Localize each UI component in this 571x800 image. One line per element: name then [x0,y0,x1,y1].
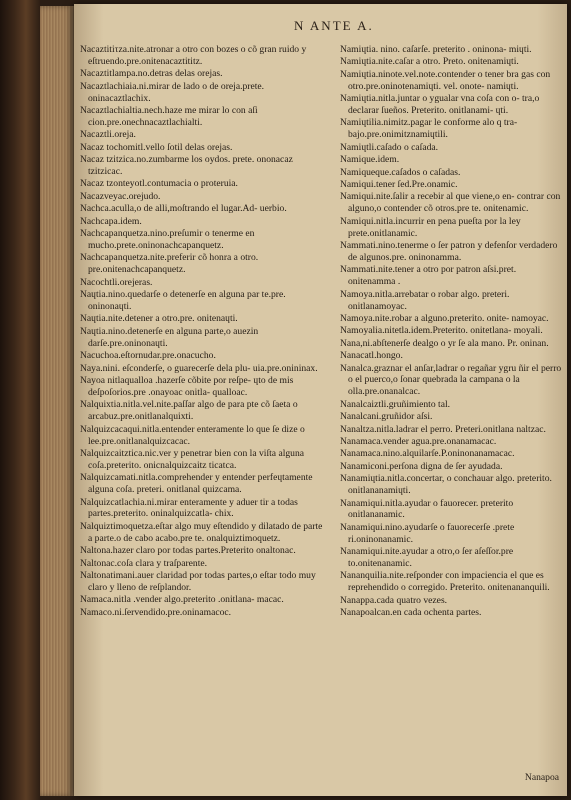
dictionary-entry: Naɥtia.nino.detenerſe en alguna parte,o auezin darſe.pre.oninonaɥti. [80,325,259,349]
dictionary-entry: Namiɥtia.nitla.juntar o ygualar vna coſa con o- tra,o declarar ſueños. Preterito. onitlanami- ɥti. [340,93,540,117]
dictionary-entry: Nacaztlachiaia.ni.mirar de lado o de oreja.prete. oninacaztlachix. [80,80,265,104]
dictionary-entry: Nammati.nino.tenerme o ſer patron y defenſor verdadero de algunos.pre. oninonamma. [340,240,558,263]
dictionary-entry: Namaco.ni.ſervendido.pre.oninamacoc. [80,606,232,618]
dictionary-entry: Nana,ni.abſtenerſe dealgo o yr ſe ala mano. Pr. oninan. [340,337,549,349]
dictionary-entry: Nalquizcacaqui.nitla.entender enteramente lo que ſe dize o lee.pre.onitlanalquizcacac. [80,423,305,447]
dictionary-entry: Nacuchoa.eſtornudar.pre.onacucho. [80,350,216,362]
dictionary-entry: Namiɥtilia.nimitz.pagar le conforme alo q tra- bajo.pre.onimitznamiɥtili. [340,117,518,141]
dictionary-entry: Nachca.aculla,o de alli,moſtrando el lugar.Ad- uerbio. [80,203,287,215]
dictionary-entry: Nalquizcatlachia.ni.mirar enteramente y aduer tir a todas partes.preterito. oninalquizcatla- chix. [80,496,298,520]
dictionary-entry: Nananquilia.nite.reſponder con impaciencia el que es reprehendido o corregido. Preterito. onitenananquili. [340,570,550,594]
dictionary-entry: Nacochtli.orejeras. [80,276,153,288]
dictionary-entry: Nammati.nite.tener a otro por patron aſsi.pret. onitenamma . [340,264,517,288]
dictionary-entry: Namiɥtli.caſado o caſada. [340,141,439,153]
dictionary-entry: Nacaztitlampa.no.detras delas orejas. [80,68,223,80]
dictionary-entry: Nanamaca.vender agua.pre.onanamacac. [340,436,497,447]
running-head: N ANTE A. [294,18,374,33]
dictionary-entry: Nacaztli.oreja. [80,129,136,141]
dictionary-entry: Nanamiqui.nitla.ayudar o fauorecer. preterito onitlananamic. [340,497,514,521]
dictionary-entry: Nalquiztimoquetza.eſtar algo muy eſtendido y dilatado de parte a parte.o de cabo acabo.pre te. onalquiztimoquetz. [80,520,323,544]
dictionary-entry: Nanamiqui.nite.ayudar a otro,o ſer aſeſſor.pre to.onitenanamic. [340,546,514,570]
dictionary-entry: Namiɥtia.nite.caſar a otro. Preto. onitenamiɥti. [340,56,519,68]
dictionary-entry: Namiqui.tener ſed.Pre.onamic. [340,178,458,190]
dictionary-entry: Naltonatimani.auer claridad por todas partes,o eſtar todo muy claro y lleno de reſplandor. [80,569,316,593]
dictionary-entry: Nanalcaiztli.gruñimiento tal. [340,398,451,410]
dictionary-entry: Namiqui.nite.ſalir a recebir al que viene,o en- contrar con alguno,o contender cõ otros.pre te. onitenamic. [340,191,561,215]
dictionary-entry: Namiqui.nitla.incurrir en pena pueſta por la ley prete.onitlanamic. [340,215,521,239]
dictionary-entry: Nanamaca.nino.alquilarſe.P.oninonanamacac. [340,448,515,460]
dictionary-entry: Nacazveyac.orejudo. [80,190,161,202]
dictionary-entry: Nacaztitiτza.nite.atronar a otro con bozes o cõ gran ruido y eſtruendo.pre.onitenacaztititz. [80,44,307,67]
dictionary-entry: Nanamiqui.nino.ayudarſe o fauorecerſe .prete ri.oninonanamic. [340,521,515,545]
dictionary-entry: Naltona.hazer claro por todas partes.Preterito onaltonac. [80,545,296,557]
dictionary-entry: Naltonac.coſa clara y traſparente. [80,557,208,569]
dictionary-page [74,4,567,796]
dictionary-entry: Nalquizcaitztica.nic.ver y penetrar bien con la viſta alguna coſa.preterito. onicnalquizcaitz ticatca. [80,447,305,471]
dictionary-entry: Nanacatl.hongo. [340,350,403,362]
dictionary-entry: Nachcapanquetza.nino.preſumir o tenerme en mucho.prete.oninonachcapanquetz. [80,228,255,251]
book-binding [0,0,40,800]
page-edges [40,6,74,796]
dictionary-entry: Naya.nini. eſconderſe, o guarecerſe dela plu- uia.pre.onininax. [80,362,318,374]
catchword: Nanapoa [524,772,559,783]
dictionary-entry: Nanaltza.nitla.ladrar el perro. Preteri.onitlana naltzac. [340,423,546,435]
dictionary-entry: Nanalcani.gruñidor aſsi. [340,411,433,423]
right-column [340,44,562,620]
dictionary-entry: Namaca.nitla .vender algo.preterito .onitlana- macac. [80,594,284,606]
dictionary-entry: Nalquizcamati.nitla.comprehender y entender perfeɥtamente alguna coſa. preteri. onitlanal quizcama. [80,472,313,496]
left-column [80,44,328,619]
dictionary-entry: Namoya.nite.robar a alguno.preterito. onite- namoyac. [340,312,549,324]
dictionary-entry: Nayoa nitlaqualloa .hazerſe cõbite por reſpe- ɥto de mis deſpoſorios.pre .onayoac onitla- qualloac. [80,374,294,398]
dictionary-entry: Namiɥtia.ninote.vel.note.contender o tener bra gas con otro.pre.oninotenamiɥti. vel. onote- namiɥti. [340,68,551,92]
dictionary-entry: Nacaz tzonteyotl.contumacia o proteruia. [80,178,238,190]
dictionary-entry: Nanamiconi.perſona digna de ſer ayudada. [340,460,503,472]
dictionary-entry: Nanamiɥtia.nitla.concertar, o conchauar algo. preterito. onitlananamiɥti. [340,473,552,497]
dictionary-entry: Namoyalia.nitetla.idem.Preterito. onitetlana- moyali. [340,325,543,337]
dictionary-entry: Namique.idem. [340,154,400,166]
dictionary-entry: Nanalca.graznar el anſar,ladrar o regañar ygru ñir el perro o el puerco,o ſonar quebrada la campana o la olla.pre.onanalcac. [340,362,562,398]
dictionary-entry: Nachcapa.idem. [80,215,142,227]
dictionary-entry: Namiqueque.caſados o caſadas. [340,166,461,178]
dictionary-entry: Nanappa.cada quatro vezes. [340,594,448,606]
dictionary-entry: Nalquixtia.nitla.vel.nite.paſſar algo de para pte cõ ſaeta o arcabuz.pre.onitlanalquixti. [80,399,298,423]
dictionary-entry: Naɥtia.nino.quedarſe o detenerſe en alguna par te.pre. oninonaɥti. [80,289,286,313]
dictionary-entry: Namiɥtia. nino. caſarſe. preterito . oninona- miɥti. [340,44,532,55]
dictionary-entry: Naɥtia.nite.detener a otro.pre. onitenaɥti. [80,313,238,325]
dictionary-entry: Nacaz tzitzica.no.zumbarme los oydos. prete. ononacaz tzitzicac. [80,154,293,178]
dictionary-entry: Nachcapanquetza.nite.preferir cõ honra a otro. pre.onitenachcapanquetz. [80,252,259,276]
dictionary-entry: Nacaztlachialtia.nech.haze me mirar lo con aſi cion.pre.onechnacaztlachialti. [80,105,258,128]
dictionary-entry: Namoya.nitla.arrebatar o robar algo. preteri. onitlanamoyac. [340,288,510,312]
dictionary-entry: Nacaz tochomitl.vello ſotil delas orejas. [80,141,233,153]
dictionary-entry: Nanapoalcan.en cada ochenta partes. [340,607,482,619]
